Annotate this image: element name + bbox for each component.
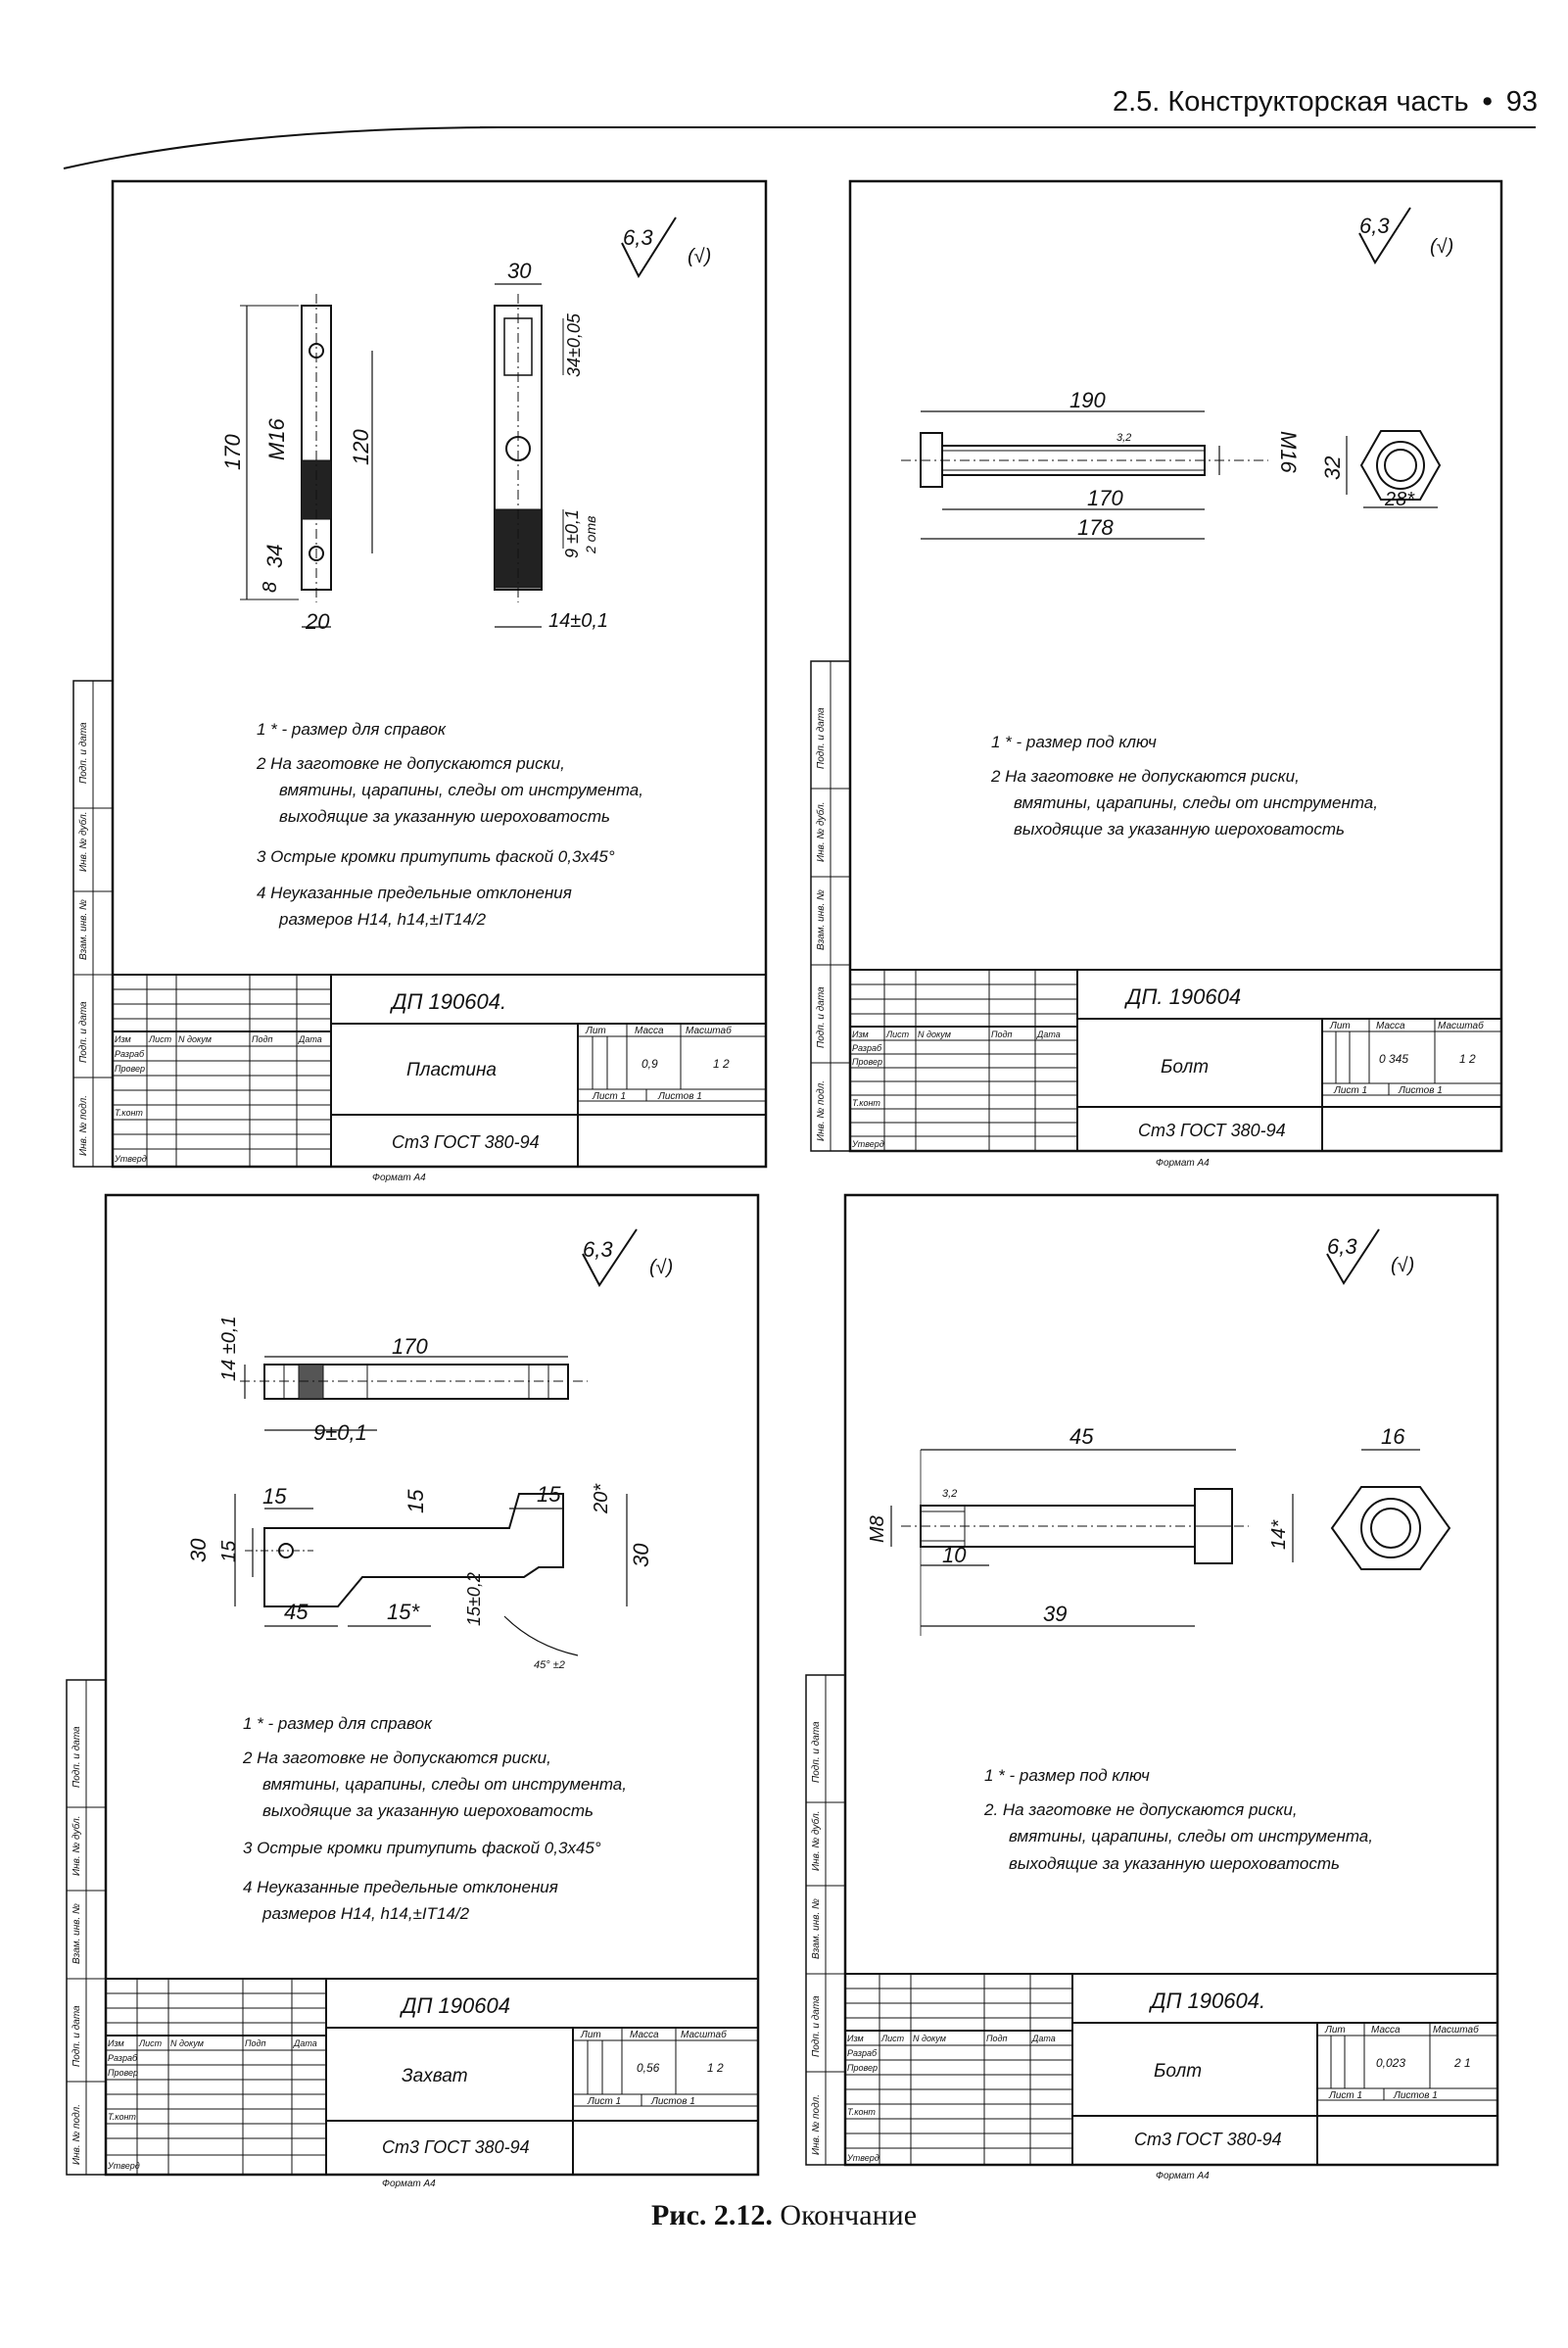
dim-20: 20* [591,1483,612,1513]
dim-9: 9 ±0,1 [562,509,582,558]
material: Ст3 ГОСТ 380-94 [1138,1121,1286,1140]
scale-value: 1 2 [707,2061,724,2075]
dim-32: 32 [1320,455,1345,480]
document-code: ДП 190604 [402,1993,510,2018]
notes [983,1766,1373,1873]
dim-15e: 15* [387,1600,420,1624]
dim-30b: 30 [629,1543,653,1567]
col-label: Дата [1037,1030,1061,1039]
roughness-sign: (√) [649,1257,674,1278]
scale-label: Масштаб [1438,1021,1484,1031]
note-line: вмятины, царапины, следы от инструмента, [1014,793,1378,812]
note-line: выходящие за указанную шероховатость [1014,820,1345,839]
roughness-local: 3,2 [942,1488,958,1500]
notes [990,733,1378,839]
figure-caption [0,2199,1568,2232]
col-label: Изм [852,1030,869,1039]
figure-text: Окончание [780,2199,918,2231]
format-label: Формат А4 [382,2179,436,2189]
lit-label: Лит [1325,2025,1346,2036]
dim-178: 178 [1077,515,1114,540]
mass-label: Масса [635,1026,664,1036]
document-code: ДП 190604. [392,989,507,1014]
row-label: Разраб [852,1043,882,1053]
note-line: 2. На заготовке не допускаются риски, [984,1800,1298,1819]
dim-45deg: 45° ±2 [534,1659,565,1671]
side-label: Подп. и дата [811,1721,822,1783]
note-line: 3 Острые кромки притупить фаской 0,3х45° [243,1839,601,1857]
roughness-sign: (√) [1391,1255,1415,1276]
material: Ст3 ГОСТ 380-94 [382,2137,530,2157]
note-line: 4 Неуказанные предельные отклонения [243,1878,558,1896]
scale-label: Масштаб [686,1026,732,1036]
side-label: Подп. и дата [78,1001,89,1063]
drawing-sheet-4 [806,1195,1497,2181]
side-label: Инв. № дубл. [71,1815,82,1876]
dim-15b: 15 [404,1489,428,1513]
row-label: Разраб [108,2053,138,2063]
lit-label: Лит [1330,1021,1351,1031]
sheets-label: Листов 1 [651,2096,695,2107]
material: Ст3 ГОСТ 380-94 [392,1132,540,1152]
side-label: Инв. № подл. [816,1079,827,1141]
roughness-mark [1327,1229,1414,1283]
sheets-label: Листов 1 [658,1091,702,1102]
mass-value: 0,023 [1376,2056,1406,2070]
roughness-sign: (√) [688,246,712,267]
part-name: Захват [402,2066,468,2086]
format-label: Формат А4 [1156,2171,1210,2181]
sheets-label: Листов 1 [1394,2090,1438,2101]
dim-m8: M8 [867,1515,888,1543]
col-label: N докум [170,2038,204,2048]
row-label: Т.конт [847,2107,876,2117]
dim-15c: 15 [537,1482,561,1507]
note-line: 2 На заготовке не допускаются риски, [257,754,565,773]
side-label: Подп. и дата [71,2005,82,2067]
note-line: вмятины, царапины, следы от инструмента, [262,1775,627,1794]
header-curve [64,127,509,168]
dim-10: 10 [942,1543,967,1567]
grip-top-view [240,1357,588,1430]
dim-14: 14* [1268,1519,1290,1550]
roughness-sign: (√) [1430,236,1454,258]
notes [242,1714,627,1923]
note-line: 2 На заготовке не допускаются риски, [243,1749,551,1767]
format-label: Формат А4 [1156,1158,1210,1169]
note-line: 1 * - размер для справок [257,720,446,739]
col-label: Дата [1032,2034,1056,2043]
dim-120: 120 [349,429,373,465]
notes [256,720,643,929]
row-label: Провер [108,2068,139,2078]
dim-20: 20 [306,609,330,634]
col-label: Подп [252,1034,273,1044]
drawing-sheet-2 [811,181,1501,1169]
dim-170: 170 [220,434,245,470]
mass-value: 0 345 [1379,1052,1409,1066]
note-line: 4 Неуказанные предельные отклонения [257,884,572,902]
scale-value: 1 2 [1459,1052,1476,1066]
scale-value: 2 1 [1454,2056,1471,2070]
dim-m16: M16 [1276,431,1301,473]
col-label: Лист [149,1034,172,1044]
side-label: Инв. № подл. [71,2103,82,2165]
col-label: N докум [178,1034,212,1044]
drawing-sheet-1 [73,181,766,1183]
side-label: Взам. инв. № [78,899,89,960]
dim-14: 14±0,1 [548,610,609,632]
row-label: Утверд [852,1139,884,1149]
note-line: размеров H14, h14,±IT14/2 [262,1904,470,1923]
dim-34-tol: 34±0,05 [564,313,584,377]
col-label: Дата [294,2038,317,2048]
sheet-label: Лист 1 [1329,2090,1363,2101]
note-line: 2 На заготовке не допускаются риски, [991,767,1300,786]
figure-label: Рис. 2.12. [650,2199,773,2231]
dim-15d: 15 [218,1540,240,1562]
scale-label: Масштаб [1433,2025,1479,2036]
col-label: N докум [913,2034,946,2043]
mass-value: 0,56 [637,2061,660,2075]
side-strip [67,1680,106,2175]
dim-holes: 2 отв [583,515,598,553]
side-label: Взам. инв. № [811,1898,822,1959]
row-label: Т.конт [108,2112,136,2122]
bolt-small-end-view [1293,1450,1449,1569]
roughness-value: 6,3 [583,1237,613,1262]
side-label: Подп. и дата [816,707,827,769]
side-label: Взам. инв. № [816,889,827,950]
scale-value: 1 2 [713,1057,730,1071]
row-label: Утверд [115,1154,147,1164]
lit-label: Лит [586,1026,606,1036]
row-label: Провер [115,1064,146,1074]
row-label: Разраб [847,2048,878,2058]
col-label: N докум [918,1030,951,1039]
mass-label: Масса [630,2030,659,2040]
document-code: ДП 190604. [1151,1989,1266,2013]
format-label: Формат А4 [372,1173,426,1183]
dim-45: 45 [1069,1424,1094,1449]
dim-16: 16 [1381,1424,1405,1449]
col-label: Изм [115,1034,131,1044]
dim-170: 170 [1087,486,1123,510]
drawing-sheet-3 [67,1195,758,2189]
col-label: Подп [991,1030,1013,1039]
col-label: Лист [881,2034,905,2043]
roughness-value: 6,3 [623,225,653,250]
row-label: Утверд [847,2153,879,2163]
col-label: Дата [299,1034,322,1044]
document-code: ДП. 190604 [1126,984,1242,1009]
side-label: Подп. и дата [816,986,827,1048]
dim-14: 14 ±0,1 [218,1316,240,1381]
row-label: Утверд [108,2161,140,2171]
mass-label: Масса [1371,2025,1401,2036]
roughness-mark [622,217,711,276]
row-label: Провер [847,2063,879,2073]
note-line: 1 * - размер для справок [243,1714,432,1733]
side-label: Инв. № дубл. [816,801,827,862]
lit-label: Лит [581,2030,601,2040]
side-label: Подп. и дата [811,1995,822,2057]
page-number: 93 [1505,86,1538,118]
dim-9: 9±0,1 [313,1420,367,1445]
scale-label: Масштаб [681,2030,727,2040]
mass-label: Масса [1376,1021,1405,1031]
part-name: Болт [1161,1057,1210,1078]
dim-34: 34 [262,544,287,568]
row-label: Провер [852,1057,883,1067]
side-strip [806,1675,845,2165]
side-label: Инв. № подл. [811,2093,822,2155]
side-strip [811,661,850,1151]
side-label: Инв. № подл. [78,1094,89,1156]
col-label: Подп [245,2038,266,2048]
material: Ст3 ГОСТ 380-94 [1134,2130,1282,2149]
row-label: Т.конт [115,1108,143,1118]
dim-190: 190 [1069,388,1106,412]
sheet-frame [845,1195,1497,2165]
note-line: 1 * - размер под ключ [991,733,1157,751]
dim-28: 28* [1385,489,1415,510]
roughness-value: 6,3 [1327,1234,1357,1259]
dim-8: 8 [260,581,281,593]
col-label: Лист [886,1030,910,1039]
note-line: вмятины, царапины, следы от инструмента, [279,781,643,799]
dim-30: 30 [507,259,532,283]
side-label: Взам. инв. № [71,1903,82,1964]
note-line: выходящие за указанную шероховатость [279,807,610,826]
separator-dot: • [1482,86,1493,118]
side-label: Инв. № дубл. [811,1810,822,1871]
row-label: Разраб [115,1049,145,1059]
sheets-label: Листов 1 [1399,1085,1443,1096]
grip-front-view [235,1494,627,1655]
roughness-value: 6,3 [1359,214,1390,238]
side-label: Подп. и дата [78,722,89,784]
col-label: Изм [847,2034,864,2043]
dim-39: 39 [1043,1602,1068,1626]
dim-m16: M16 [264,418,289,460]
roughness-mark [1359,208,1453,263]
part-name: Болт [1154,2061,1203,2082]
note-line: 3 Острые кромки притупить фаской 0,3х45° [257,847,615,866]
roughness-local: 3,2 [1117,432,1132,444]
dim-15a: 15 [262,1484,287,1509]
dim-30a: 30 [186,1538,211,1562]
col-label: Подп [986,2034,1008,2043]
section-title: 2.5. Конструкторская часть [1112,86,1469,118]
note-line: вмятины, царапины, следы от инструмента, [1009,1827,1373,1845]
roughness-mark [583,1229,673,1285]
mass-value: 0,9 [641,1057,658,1071]
note-line: 1 * - размер под ключ [984,1766,1150,1785]
side-label: Подп. и дата [71,1726,82,1788]
row-label: Т.конт [852,1098,880,1108]
sheet-label: Лист 1 [1334,1085,1368,1096]
sheet-label: Лист 1 [588,2096,622,2107]
sheet-label: Лист 1 [593,1091,627,1102]
dim-45: 45 [284,1600,309,1624]
part-name: Пластина [406,1060,497,1080]
dim-170: 170 [392,1334,428,1359]
note-line: выходящие за указанную шероховатость [262,1801,594,1820]
col-label: Лист [139,2038,163,2048]
side-label: Инв. № дубл. [78,811,89,872]
side-strip [73,681,113,1167]
dim-15f: 15±0,2 [464,1572,484,1626]
note-line: размеров H14, h14,±IT14/2 [279,910,487,929]
plate-side-view [495,284,563,627]
col-label: Изм [108,2038,124,2048]
note-line: выходящие за указанную шероховатость [1009,1854,1340,1873]
